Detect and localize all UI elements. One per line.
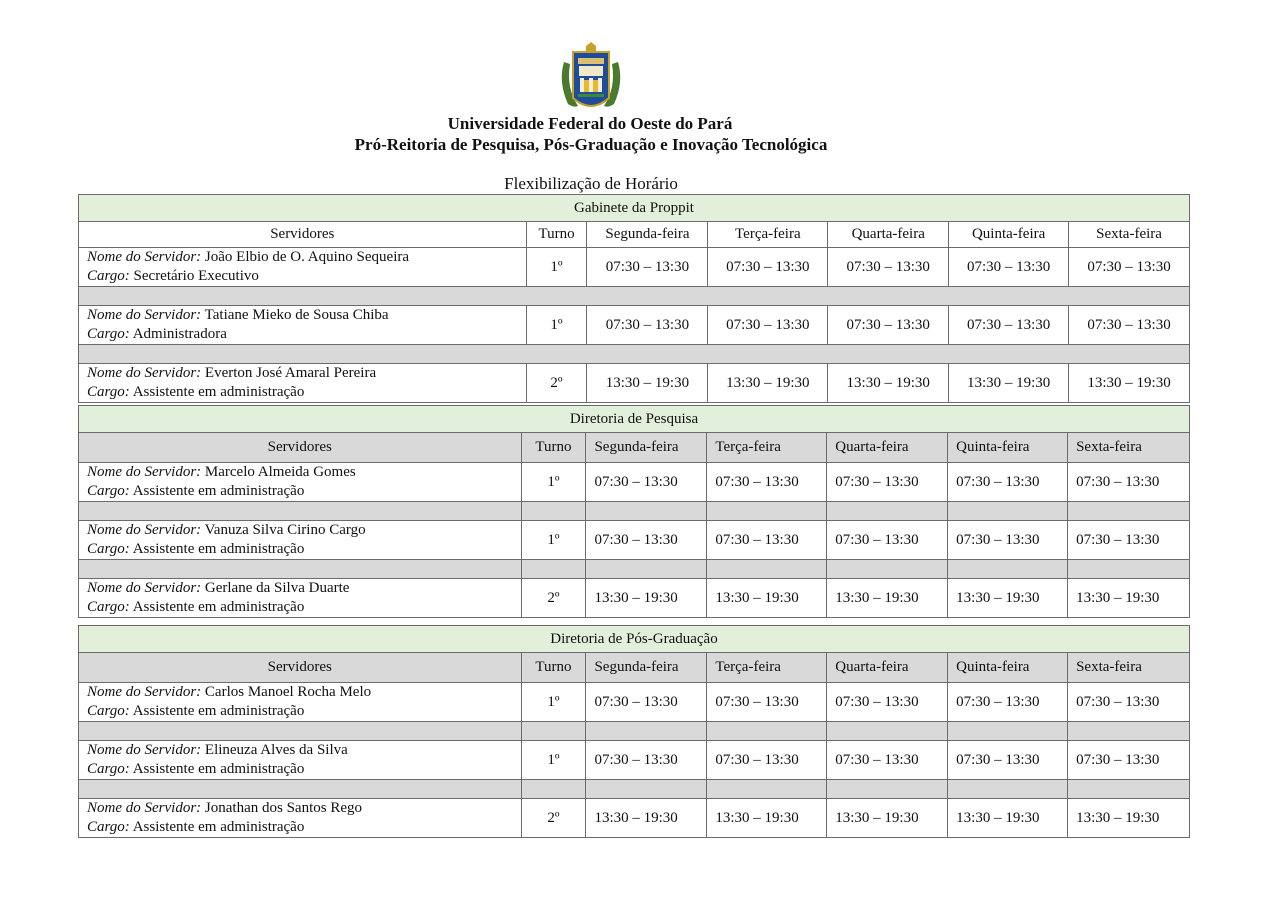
hours-cell: 07:30 – 13:30 xyxy=(1068,521,1190,560)
separator-cell xyxy=(1068,560,1190,579)
separator-cell xyxy=(948,780,1068,799)
turno-cell: 1º xyxy=(521,463,586,502)
separator-cell xyxy=(948,722,1068,741)
col-header-quinta: Quinta-feira xyxy=(948,433,1068,463)
separator-row xyxy=(79,780,1190,799)
hours-cell: 13:30 – 19:30 xyxy=(1068,799,1190,838)
name-label: Nome do Servidor: xyxy=(87,249,202,265)
turno-cell: 2º xyxy=(521,799,586,838)
col-header-turno: Turno xyxy=(521,433,586,463)
separator-row xyxy=(79,345,1190,364)
hours-cell: 07:30 – 13:30 xyxy=(586,683,707,722)
table-row xyxy=(79,248,1190,287)
hours-cell: 13:30 – 19:30 xyxy=(707,799,827,838)
separator-cell xyxy=(707,560,827,579)
institution-title: Universidade Federal do Oeste do Pará xyxy=(447,114,733,133)
table-row xyxy=(79,799,1190,838)
role-label: Cargo: xyxy=(87,326,130,342)
col-header-quinta: Quinta-feira xyxy=(949,222,1069,248)
col-header-turno: Turno xyxy=(526,222,587,248)
separator-cell xyxy=(79,560,522,579)
hours-cell: 07:30 – 13:30 xyxy=(828,306,949,345)
hours-cell: 07:30 – 13:30 xyxy=(827,683,948,722)
hours-cell: 13:30 – 19:30 xyxy=(827,799,948,838)
table-row xyxy=(79,463,1190,502)
separator-cell xyxy=(79,502,522,521)
separator-cell xyxy=(707,722,827,741)
table-row xyxy=(79,364,1190,403)
schedule-table-gabinete xyxy=(78,194,1190,403)
hours-cell: 07:30 – 13:30 xyxy=(586,463,707,502)
name-label: Nome do Servidor: xyxy=(87,580,202,596)
servidor-cell xyxy=(79,799,522,838)
separator-cell xyxy=(586,502,707,521)
hours-cell: 07:30 – 13:30 xyxy=(1069,248,1190,287)
col-header-servidores: Servidores xyxy=(79,433,522,463)
col-header-quarta: Quarta-feira xyxy=(827,653,948,683)
turno-cell: 2º xyxy=(526,364,587,403)
servidor-role: Assistente em administração xyxy=(132,761,305,777)
table-row xyxy=(79,521,1190,560)
separator-cell xyxy=(707,502,827,521)
servidor-name: Everton José Amaral Pereira xyxy=(204,365,377,381)
servidor-role: Secretário Executivo xyxy=(133,268,259,284)
separator-cell xyxy=(79,287,1190,306)
servidor-cell xyxy=(79,741,522,780)
hours-cell: 13:30 – 19:30 xyxy=(827,579,948,618)
separator-row xyxy=(79,287,1190,306)
servidor-name: Vanuza Silva Cirino Cargo xyxy=(204,522,366,538)
document-subtitle: Flexibilização de Horário xyxy=(504,174,678,193)
servidor-name: Elineuza Alves da Silva xyxy=(204,742,348,758)
col-header-terca: Terça-feira xyxy=(707,433,827,463)
separator-cell xyxy=(586,780,707,799)
table-row xyxy=(79,579,1190,618)
hours-cell: 13:30 – 19:30 xyxy=(1069,364,1190,403)
separator-cell xyxy=(586,722,707,741)
name-label: Nome do Servidor: xyxy=(87,522,202,538)
hours-cell: 07:30 – 13:30 xyxy=(948,683,1068,722)
hours-cell: 07:30 – 13:30 xyxy=(707,741,827,780)
role-label: Cargo: xyxy=(87,384,130,400)
separator-cell xyxy=(827,780,948,799)
turno-cell: 2º xyxy=(521,579,586,618)
hours-cell: 07:30 – 13:30 xyxy=(707,463,827,502)
col-header-terca: Terça-feira xyxy=(708,222,828,248)
role-label: Cargo: xyxy=(87,483,130,499)
separator-cell xyxy=(827,560,948,579)
role-label: Cargo: xyxy=(87,541,130,557)
hours-cell: 07:30 – 13:30 xyxy=(827,521,948,560)
role-label: Cargo: xyxy=(87,599,130,615)
servidor-cell xyxy=(79,463,522,502)
servidor-role: Assistente em administração xyxy=(132,483,305,499)
hours-cell: 07:30 – 13:30 xyxy=(948,741,1068,780)
turno-cell: 1º xyxy=(526,248,587,287)
table-row xyxy=(79,741,1190,780)
name-label: Nome do Servidor: xyxy=(87,742,202,758)
col-header-segunda: Segunda-feira xyxy=(586,653,707,683)
hours-cell: 13:30 – 19:30 xyxy=(828,364,949,403)
separator-cell xyxy=(1068,502,1190,521)
col-header-quarta: Quarta-feira xyxy=(827,433,948,463)
col-header-terca: Terça-feira xyxy=(707,653,827,683)
hours-cell: 07:30 – 13:30 xyxy=(948,521,1068,560)
separator-cell xyxy=(827,722,948,741)
servidor-cell xyxy=(79,364,527,403)
separator-cell xyxy=(79,345,1190,364)
col-header-sexta: Sexta-feira xyxy=(1068,653,1190,683)
separator-cell xyxy=(1068,780,1190,799)
name-label: Nome do Servidor: xyxy=(87,307,202,323)
col-header-quinta: Quinta-feira xyxy=(948,653,1068,683)
hours-cell: 07:30 – 13:30 xyxy=(1068,463,1190,502)
separator-cell xyxy=(948,502,1068,521)
separator-cell xyxy=(1068,722,1190,741)
hours-cell: 07:30 – 13:30 xyxy=(587,306,708,345)
servidor-role: Assistente em administração xyxy=(132,703,305,719)
hours-cell: 07:30 – 13:30 xyxy=(707,683,827,722)
university-crest-logo xyxy=(556,42,626,114)
servidor-name: Marcelo Almeida Gomes xyxy=(204,464,356,480)
hours-cell: 07:30 – 13:30 xyxy=(586,741,707,780)
col-header-segunda: Segunda-feira xyxy=(586,433,707,463)
turno-cell: 1º xyxy=(521,741,586,780)
separator-cell xyxy=(707,780,827,799)
servidor-name: Carlos Manoel Rocha Melo xyxy=(204,684,372,700)
hours-cell: 07:30 – 13:30 xyxy=(949,306,1069,345)
col-header-quarta: Quarta-feira xyxy=(828,222,949,248)
servidor-cell xyxy=(79,521,522,560)
hours-cell: 07:30 – 13:30 xyxy=(1068,683,1190,722)
hours-cell: 13:30 – 19:30 xyxy=(587,364,708,403)
servidor-name: Tatiane Mieko de Sousa Chiba xyxy=(204,307,389,323)
section-title: Diretoria de Pós-Graduação xyxy=(79,626,1190,653)
schedule-table-pesquisa xyxy=(78,405,1190,618)
servidor-role: Assistente em administração xyxy=(132,384,305,400)
hours-cell: 07:30 – 13:30 xyxy=(708,248,828,287)
hours-cell: 13:30 – 19:30 xyxy=(707,579,827,618)
servidor-cell xyxy=(79,306,527,345)
separator-cell xyxy=(521,560,586,579)
separator-row xyxy=(79,722,1190,741)
servidor-role: Assistente em administração xyxy=(132,599,305,615)
col-header-servidores: Servidores xyxy=(79,222,527,248)
servidor-cell xyxy=(79,248,527,287)
hours-cell: 07:30 – 13:30 xyxy=(587,248,708,287)
hours-cell: 13:30 – 19:30 xyxy=(948,799,1068,838)
schedule-table-pos-graduacao xyxy=(78,625,1190,838)
separator-cell xyxy=(521,722,586,741)
separator-cell xyxy=(79,780,522,799)
servidor-name: Jonathan dos Santos Rego xyxy=(204,800,362,816)
hours-cell: 07:30 – 13:30 xyxy=(707,521,827,560)
servidor-cell xyxy=(79,579,522,618)
hours-cell: 07:30 – 13:30 xyxy=(949,248,1069,287)
servidor-role: Assistente em administração xyxy=(132,541,305,557)
hours-cell: 13:30 – 19:30 xyxy=(1068,579,1190,618)
hours-cell: 13:30 – 19:30 xyxy=(586,579,707,618)
turno-cell: 1º xyxy=(521,521,586,560)
col-header-segunda: Segunda-feira xyxy=(587,222,708,248)
hours-cell: 13:30 – 19:30 xyxy=(586,799,707,838)
hours-cell: 07:30 – 13:30 xyxy=(586,521,707,560)
hours-cell: 07:30 – 13:30 xyxy=(827,463,948,502)
section-title: Gabinete da Proppit xyxy=(79,195,1190,222)
hours-cell: 07:30 – 13:30 xyxy=(828,248,949,287)
servidor-name: Gerlane da Silva Duarte xyxy=(204,580,350,596)
servidor-cell xyxy=(79,683,522,722)
separator-cell xyxy=(79,722,522,741)
servidor-name: João Elbio de O. Aquino Sequeira xyxy=(204,249,410,265)
separator-cell xyxy=(521,502,586,521)
col-header-servidores: Servidores xyxy=(79,653,522,683)
servidor-role: Administradora xyxy=(132,326,227,342)
hours-cell: 07:30 – 13:30 xyxy=(708,306,828,345)
department-title: Pró-Reitoria de Pesquisa, Pós-Graduação e Inovação Tecnológica xyxy=(354,135,828,154)
role-label: Cargo: xyxy=(87,819,130,835)
turno-cell: 1º xyxy=(526,306,587,345)
role-label: Cargo: xyxy=(87,268,130,284)
separator-cell xyxy=(948,560,1068,579)
name-label: Nome do Servidor: xyxy=(87,464,202,480)
table-row xyxy=(79,306,1190,345)
table-row xyxy=(79,683,1190,722)
separator-row xyxy=(79,560,1190,579)
name-label: Nome do Servidor: xyxy=(87,365,202,381)
separator-cell xyxy=(521,780,586,799)
separator-cell xyxy=(586,560,707,579)
role-label: Cargo: xyxy=(87,761,130,777)
name-label: Nome do Servidor: xyxy=(87,684,202,700)
role-label: Cargo: xyxy=(87,703,130,719)
hours-cell: 07:30 – 13:30 xyxy=(948,463,1068,502)
hours-cell: 13:30 – 19:30 xyxy=(948,579,1068,618)
col-header-turno: Turno xyxy=(521,653,586,683)
hours-cell: 13:30 – 19:30 xyxy=(949,364,1069,403)
hours-cell: 07:30 – 13:30 xyxy=(1069,306,1190,345)
col-header-sexta: Sexta-feira xyxy=(1069,222,1190,248)
name-label: Nome do Servidor: xyxy=(87,800,202,816)
turno-cell: 1º xyxy=(521,683,586,722)
hours-cell: 07:30 – 13:30 xyxy=(1068,741,1190,780)
hours-cell: 13:30 – 19:30 xyxy=(708,364,828,403)
hours-cell: 07:30 – 13:30 xyxy=(827,741,948,780)
separator-row xyxy=(79,502,1190,521)
servidor-role: Assistente em administração xyxy=(132,819,305,835)
col-header-sexta: Sexta-feira xyxy=(1068,433,1190,463)
separator-cell xyxy=(827,502,948,521)
section-title: Diretoria de Pesquisa xyxy=(79,406,1190,433)
